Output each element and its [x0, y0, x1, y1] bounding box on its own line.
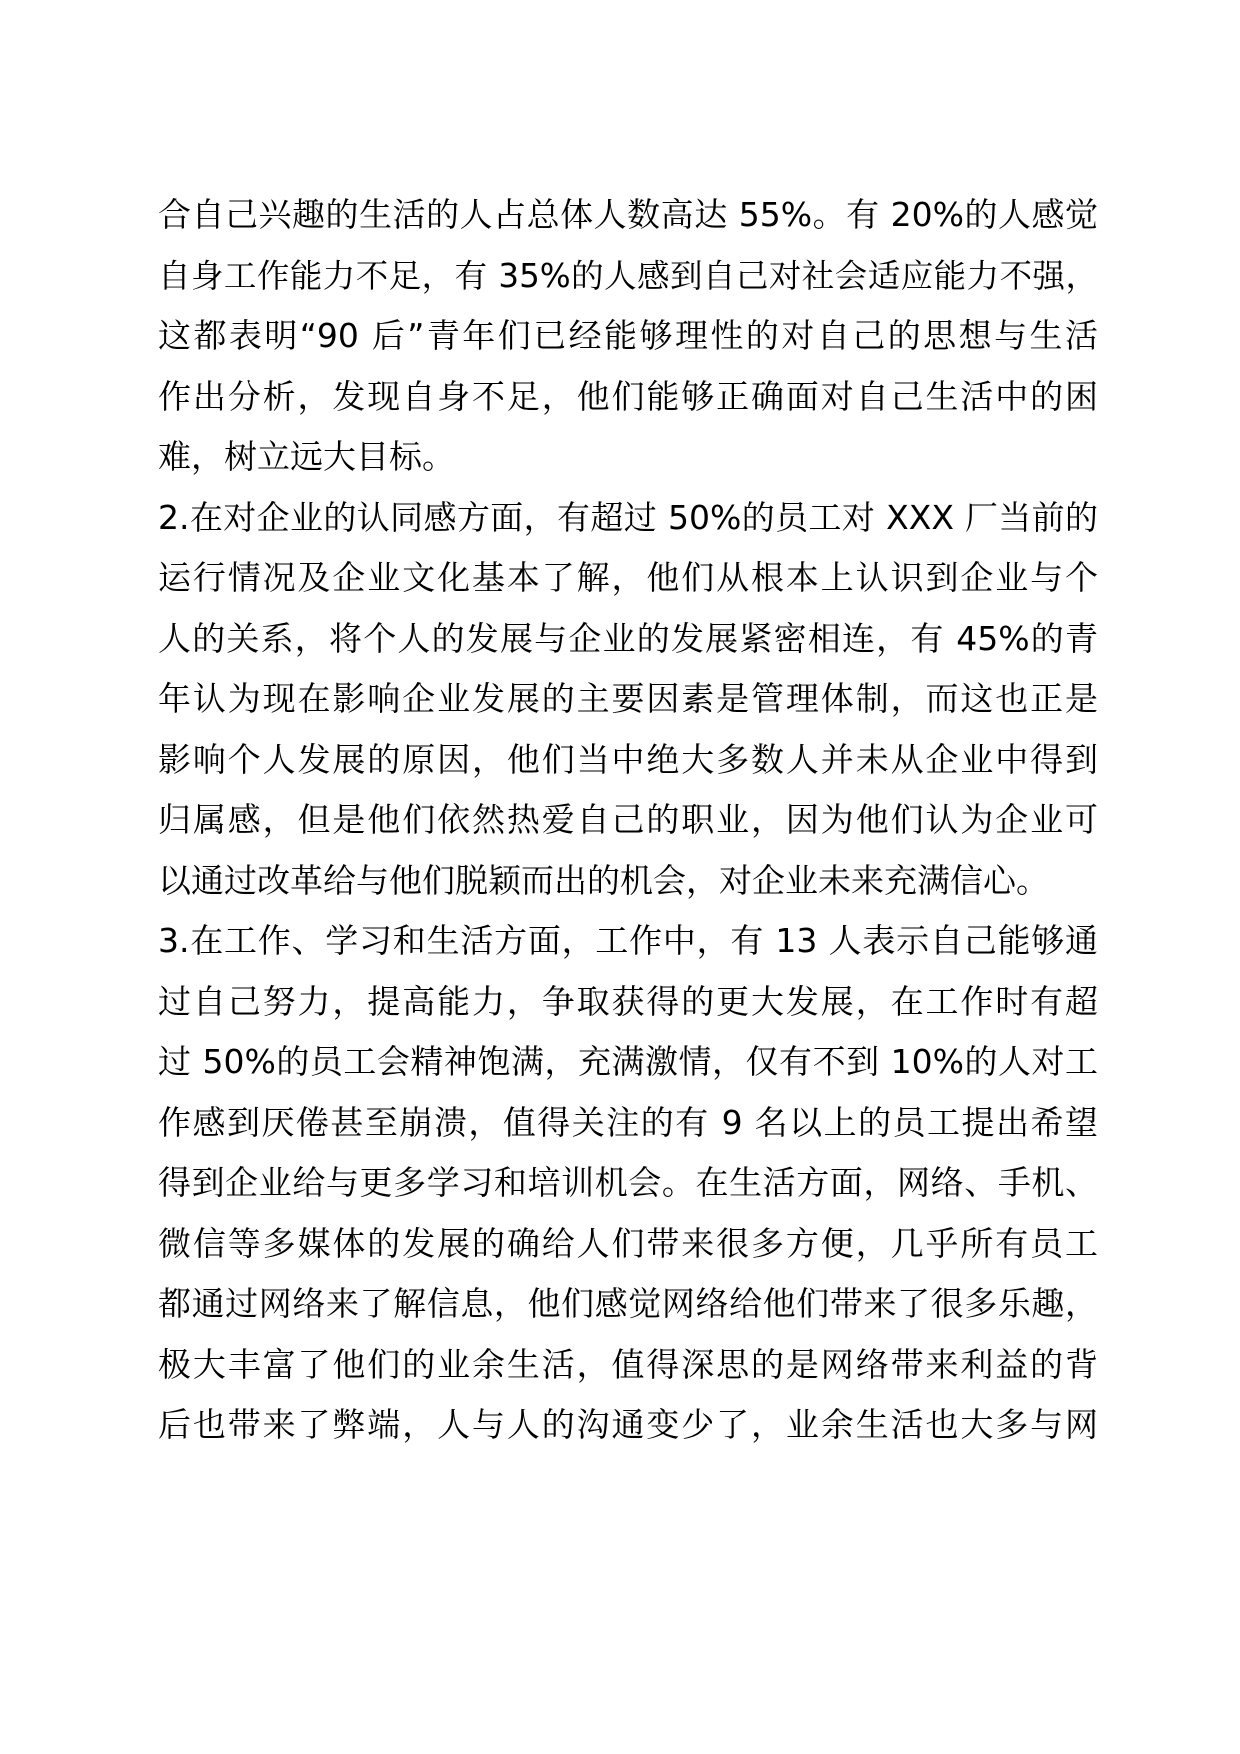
text-line: 这都表明“90 后”青年们已经能够理性的对自己的思想与生活 [158, 316, 1098, 355]
text-line: 得到企业给与更多学习和培训机会。在生活方面，网络、手机、 [158, 1163, 1098, 1202]
text-line: 归属感，但是他们依然热爱自己的职业，因为他们认为企业可 [158, 800, 1098, 839]
text-line: 自身工作能力不足，有 35%的人感到自己对社会适应能力不强， [158, 256, 1098, 295]
text-line: 微信等多媒体的发展的确给人们带来很多方便，几乎所有员工 [158, 1223, 1098, 1263]
body-text [158, 185, 1098, 1456]
text-line: 运行情况及企业文化基本了解，他们从根本上认识到企业与个 [158, 558, 1098, 597]
text-line: 合自己兴趣的生活的人占总体人数高达 55%。有 20%的人感觉 [158, 195, 1098, 234]
text-line: 2.在对企业的认同感方面，有超过 50%的员工对 XXX 厂当前的 [158, 497, 1098, 537]
text-line: 后也带来了弊端，人与人的沟通变少了，业余生活也大多与网 [158, 1405, 1098, 1444]
text-line: 作感到厌倦甚至崩溃，值得关注的有 9 名以上的员工提出希望 [158, 1102, 1098, 1142]
text-line: 影响个人发展的原因，他们当中绝大多数人并未从企业中得到 [158, 739, 1098, 779]
text-line: 3.在工作、学习和生活方面，工作中，有 13 人表示自己能够通 [158, 921, 1098, 960]
text-line: 都通过网络来了解信息，他们感觉网络给他们带来了很多乐趣， [158, 1284, 1098, 1323]
text-line: 过自己努力，提高能力，争取获得的更大发展，在工作时有超 [158, 981, 1098, 1021]
text-line: 过 50%的员工会精神饱满，充满激情，仅有不到 10%的人对工 [158, 1042, 1098, 1081]
text-line: 以通过改革给与他们脱颖而出的机会，对企业未来充满信心。 [158, 860, 1049, 900]
text-line: 人的关系，将个人的发展与企业的发展紧密相连，有 45%的青 [158, 618, 1098, 658]
text-line: 难，树立远大目标。 [158, 437, 455, 476]
text-line: 年认为现在影响企业发展的主要因素是管理体制，而这也正是 [158, 679, 1098, 718]
text-line: 极大丰富了他们的业余生活，值得深思的是网络带来利益的背 [158, 1344, 1098, 1384]
text-line: 作出分析，发现自身不足，他们能够正确面对自己生活中的困 [158, 376, 1098, 416]
